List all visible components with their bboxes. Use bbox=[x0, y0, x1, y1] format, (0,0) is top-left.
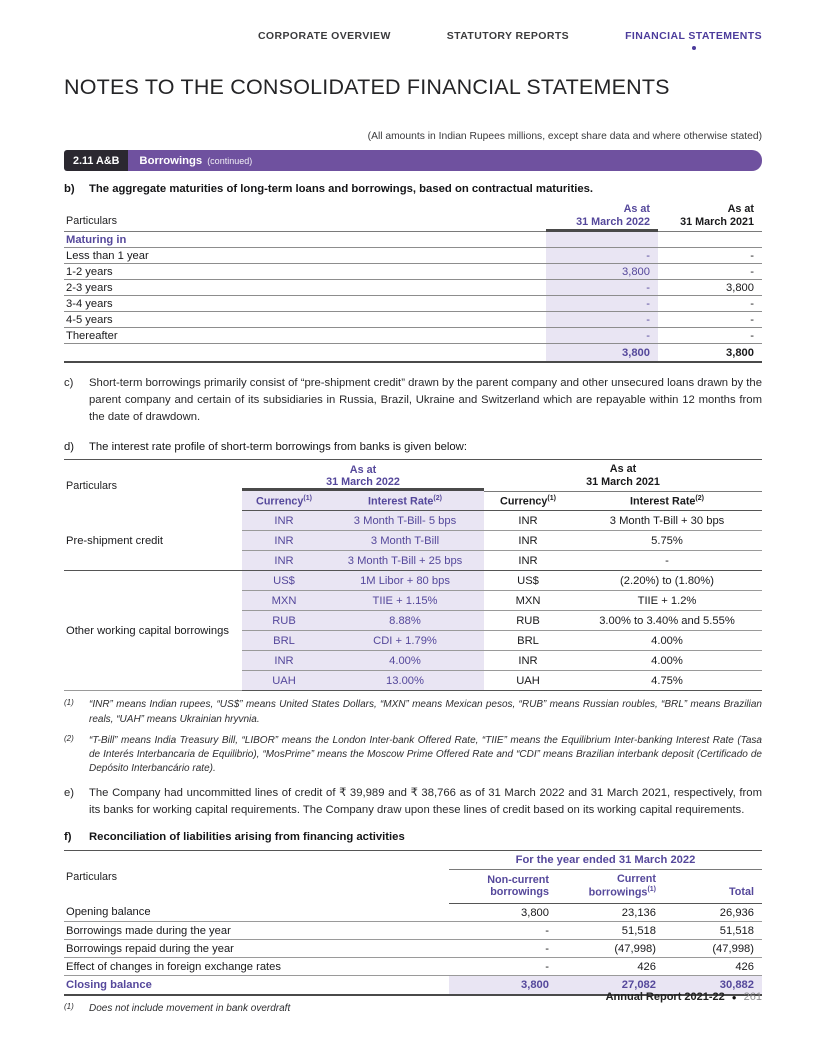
col-header-2021 bbox=[658, 201, 762, 232]
as-at-line: As at bbox=[349, 463, 377, 476]
nav-corporate-overview[interactable] bbox=[258, 30, 391, 50]
total-value: 30,882 bbox=[664, 976, 762, 996]
col-line: Non-current bbox=[487, 873, 549, 886]
section-title-bar bbox=[128, 150, 762, 171]
nav-label: FINANCIAL STATEMENTS bbox=[625, 30, 762, 42]
col-header-rate-2022 bbox=[326, 491, 484, 511]
col-line: borrowings bbox=[490, 886, 549, 899]
value-2022: - bbox=[546, 328, 658, 344]
currency-2021: BRL bbox=[484, 631, 572, 651]
item-marker: c) bbox=[64, 377, 74, 390]
currency-2021: INR bbox=[484, 511, 572, 531]
rate-2022: 4.00% bbox=[326, 651, 484, 671]
current-value: 23,136 bbox=[557, 904, 664, 922]
group-row bbox=[64, 232, 762, 248]
report-name: Annual Report 2021-22 bbox=[605, 991, 725, 1003]
footnote-2 bbox=[64, 734, 762, 777]
section-continued: (continued) bbox=[207, 155, 253, 166]
col-line bbox=[557, 886, 656, 899]
footnote-ref: (1) bbox=[303, 494, 312, 502]
table-row bbox=[64, 248, 762, 264]
rate-2022: 13.00% bbox=[326, 671, 484, 691]
table-row bbox=[64, 328, 762, 344]
noncurrent-value: - bbox=[449, 940, 557, 958]
top-nav bbox=[64, 0, 762, 50]
year-header-row bbox=[64, 460, 762, 491]
table-row bbox=[64, 280, 762, 296]
active-tab-dot-icon bbox=[692, 46, 696, 50]
nav-financial-statements[interactable] bbox=[625, 30, 762, 50]
item-marker: b) bbox=[64, 183, 75, 195]
col-header-currency-2022 bbox=[242, 491, 326, 511]
rate-2022: 8.88% bbox=[326, 611, 484, 631]
footnote-marker: (2) bbox=[64, 733, 74, 743]
value-2021: - bbox=[658, 296, 762, 312]
item-e-paragraph bbox=[64, 785, 762, 819]
currency-2022: INR bbox=[242, 551, 326, 571]
paragraph-text: The Company had uncommitted lines of credit of ₹ 39,989 and ₹ 38,766 as of 31 March 2022 and 31 March 2021, respectively, from its banks for working capital requirements. The Company draw upon these lines of credit based on its working capital requirements. bbox=[89, 787, 762, 817]
current-value: 27,082 bbox=[557, 976, 664, 996]
footnote-text: “T-Bill” means India Treasury Bill, “LIBOR” means the London Inter-bank Offered Rate, “TIIE” means the Equilibrium Inter-banking Interest Rate (Tasa de Interés Interbancaria de Equilibrio), “MosPrime” means the Moscow Prime Offered Rate and “CDI” means Brazilian interbank deposit (Certificado de Depósito Interbancário rate). bbox=[89, 734, 762, 775]
page-footer bbox=[606, 991, 762, 1003]
currency-2022: BRL bbox=[242, 631, 326, 651]
total-value: (47,998) bbox=[664, 940, 762, 958]
noncurrent-value: - bbox=[449, 958, 557, 976]
col-label: Currency bbox=[256, 495, 304, 508]
row-label: Borrowings repaid during the year bbox=[64, 940, 449, 958]
date-line: 31 March 2022 bbox=[576, 215, 650, 228]
item-f-heading bbox=[64, 831, 762, 843]
col-label: Interest Rate bbox=[368, 495, 434, 508]
noncurrent-value: 3,800 bbox=[449, 904, 557, 922]
currency-2022: RUB bbox=[242, 611, 326, 631]
group-label: Maturing in bbox=[64, 232, 546, 248]
table-row bbox=[64, 511, 762, 531]
current-value: 51,518 bbox=[557, 922, 664, 940]
noncurrent-value: 3,800 bbox=[449, 976, 557, 996]
footnote-ref: (2) bbox=[433, 494, 442, 502]
footnote-text: “INR” means Indian rupees, “US$” means United States Dollars, “MXN” means Mexican pesos, “RUB” means Russian roubles, “BRL” means Brazilian reals, “UAH” means Ukrainian hryvnia. bbox=[89, 699, 762, 725]
noncurrent-value: - bbox=[449, 922, 557, 940]
currency-2022: US$ bbox=[242, 571, 326, 591]
item-heading-text: Reconciliation of liabilities arising from financing activities bbox=[89, 831, 405, 844]
footnote-ref: (2) bbox=[695, 494, 704, 502]
date-line: 31 March 2021 bbox=[586, 476, 660, 489]
total-value: 426 bbox=[664, 958, 762, 976]
rate-2022: 3 Month T-Bill bbox=[326, 531, 484, 551]
rate-2021: 4.00% bbox=[572, 631, 762, 651]
current-value: 426 bbox=[557, 958, 664, 976]
total-row bbox=[64, 344, 762, 363]
footnote-marker: (1) bbox=[64, 1002, 74, 1012]
value-2021: - bbox=[658, 312, 762, 328]
item-marker: d) bbox=[64, 441, 75, 454]
row-label: Effect of changes in foreign exchange rates bbox=[64, 958, 449, 976]
rate-2022: 3 Month T-Bill- 5 bps bbox=[326, 511, 484, 531]
rate-2022: 1M Libor + 80 bps bbox=[326, 571, 484, 591]
col-header-2021 bbox=[484, 460, 762, 491]
table-row bbox=[64, 312, 762, 328]
amounts-note: (All amounts in Indian Rupees millions, except share data and where otherwise stated) bbox=[367, 131, 762, 142]
col-header-total bbox=[664, 870, 762, 904]
row-label: Thereafter bbox=[64, 328, 546, 344]
col-line: Total bbox=[729, 886, 754, 899]
col-header-noncurrent bbox=[449, 870, 557, 904]
row-label: Opening balance bbox=[64, 904, 449, 922]
footnote-ref: (1) bbox=[547, 494, 556, 502]
rate-2021: 3.00% to 3.40% and 5.55% bbox=[572, 611, 762, 631]
total-label bbox=[64, 344, 546, 363]
reconciliation-table bbox=[64, 850, 762, 996]
group-label: Pre-shipment credit bbox=[64, 511, 242, 571]
as-at-line: As at bbox=[609, 463, 637, 476]
currency-2021: INR bbox=[484, 651, 572, 671]
col-header-2022 bbox=[242, 460, 484, 491]
rate-2021: TIIE + 1.2% bbox=[572, 591, 762, 611]
value-2022: - bbox=[546, 312, 658, 328]
paragraph-text: Short-term borrowings primarily consist of “pre-shipment credit” drawn by the parent company and other unsecured loans drawn by the parent company and certain of its subsidiaries in Russia, Brazil, Ukraine and Switzerland which are repayable within 12 months from the date of drawdown. bbox=[89, 377, 762, 424]
value-2022: - bbox=[546, 248, 658, 264]
row-label: Less than 1 year bbox=[64, 248, 546, 264]
col-header-particulars: Particulars bbox=[66, 215, 118, 228]
section-title: Borrowings bbox=[139, 154, 203, 167]
col-label: Interest Rate bbox=[630, 495, 696, 508]
row-label: 1-2 years bbox=[64, 264, 546, 280]
page-number: 261 bbox=[743, 991, 762, 1003]
row-label: 4-5 years bbox=[64, 312, 546, 328]
currency-2021: INR bbox=[484, 551, 572, 571]
item-heading-text: The interest rate profile of short-term borrowings from banks is given below: bbox=[89, 441, 467, 454]
total-value: 26,936 bbox=[664, 904, 762, 922]
table-row bbox=[64, 904, 762, 922]
item-c-paragraph bbox=[64, 375, 762, 426]
currency-2021: US$ bbox=[484, 571, 572, 591]
rate-2021: 4.75% bbox=[651, 674, 683, 687]
value-2022: - bbox=[546, 280, 658, 296]
currency-2022: INR bbox=[242, 531, 326, 551]
table-row bbox=[64, 571, 762, 591]
item-marker: e) bbox=[64, 787, 75, 800]
col-label: Currency bbox=[500, 495, 548, 508]
nav-label: CORPORATE OVERVIEW bbox=[257, 30, 391, 42]
row-label: 3-4 years bbox=[64, 296, 546, 312]
section-bar bbox=[64, 150, 762, 171]
nav-label: STATUTORY REPORTS bbox=[446, 30, 570, 42]
maturities-table bbox=[64, 201, 762, 363]
table-row bbox=[64, 922, 762, 940]
footer-dot-icon: ● bbox=[731, 992, 737, 1002]
currency-2022: UAH bbox=[242, 671, 326, 691]
total-2022: 3,800 bbox=[546, 344, 658, 363]
item-marker: f) bbox=[64, 831, 72, 844]
table-row bbox=[64, 940, 762, 958]
col-line: Current bbox=[617, 873, 656, 886]
value-2022: - bbox=[546, 296, 658, 312]
col-header-current bbox=[557, 870, 664, 904]
rate-2021: 5.75% bbox=[572, 531, 762, 551]
currency-2021: UAH bbox=[516, 674, 540, 687]
page-title: NOTES TO THE CONSOLIDATED FINANCIAL STATEMENTS bbox=[64, 75, 670, 99]
currency-2021: MXN bbox=[484, 591, 572, 611]
rate-2021: 4.00% bbox=[572, 651, 762, 671]
value-2021: 3,800 bbox=[658, 280, 762, 296]
col-header-particulars: Particulars bbox=[66, 479, 118, 492]
footnote-marker: (1) bbox=[64, 698, 74, 708]
currency-2021: INR bbox=[484, 531, 572, 551]
maturities-header-row bbox=[64, 201, 762, 232]
group-label: Other working capital borrowings bbox=[64, 571, 242, 691]
year-span-header: For the year ended 31 March 2022 bbox=[449, 851, 762, 870]
value-2021 bbox=[658, 232, 762, 248]
col-label: borrowings bbox=[588, 886, 648, 899]
section-code-badge: 2.11 A&B bbox=[64, 150, 128, 171]
table-f-footnote bbox=[64, 1002, 762, 1016]
value-2021: - bbox=[658, 328, 762, 344]
item-d-heading bbox=[64, 441, 762, 453]
currency-2022: INR bbox=[242, 651, 326, 671]
row-label: 2-3 years bbox=[64, 280, 546, 296]
row-label: Borrowings made during the year bbox=[64, 922, 449, 940]
table-row bbox=[64, 264, 762, 280]
value-2022 bbox=[546, 232, 658, 248]
as-at-line: As at bbox=[623, 203, 650, 215]
currency-2022: MXN bbox=[242, 591, 326, 611]
value-2021: - bbox=[658, 264, 762, 280]
table-row bbox=[64, 958, 762, 976]
col-header-particulars: Particulars bbox=[66, 871, 118, 884]
footnote-1 bbox=[64, 698, 762, 726]
rate-2021: (2.20%) to (1.80%) bbox=[572, 571, 762, 591]
col-header-2022 bbox=[546, 201, 658, 232]
table-row bbox=[64, 296, 762, 312]
currency-2022: INR bbox=[242, 511, 326, 531]
date-line: 31 March 2021 bbox=[680, 215, 754, 228]
rate-2022: 3 Month T-Bill + 25 bps bbox=[326, 551, 484, 571]
footnote-text: Does not include movement in bank overdraft bbox=[89, 1003, 291, 1015]
span-header-row bbox=[64, 851, 762, 870]
total-2021: 3,800 bbox=[658, 344, 762, 363]
col-header-rate-2021 bbox=[572, 491, 762, 511]
footnote-ref: (1) bbox=[647, 885, 656, 893]
rate-2021: 3 Month T-Bill + 30 bps bbox=[572, 511, 762, 531]
interest-rate-table bbox=[64, 459, 762, 691]
item-heading-text: The aggregate maturities of long-term loans and borrowings, based on contractual maturities. bbox=[89, 183, 594, 195]
row-label: Closing balance bbox=[64, 976, 449, 996]
current-value: (47,998) bbox=[557, 940, 664, 958]
currency-2021: RUB bbox=[484, 611, 572, 631]
rate-2021: - bbox=[572, 551, 762, 571]
nav-statutory-reports[interactable] bbox=[447, 30, 569, 50]
rate-2022: CDI + 1.79% bbox=[326, 631, 484, 651]
date-line: 31 March 2022 bbox=[326, 476, 400, 489]
value-2021: - bbox=[658, 248, 762, 264]
as-at-line: As at bbox=[727, 203, 754, 215]
item-b-heading bbox=[64, 183, 762, 195]
col-header-currency-2021 bbox=[484, 491, 572, 511]
rate-2022: TIIE + 1.15% bbox=[326, 591, 484, 611]
total-value: 51,518 bbox=[664, 922, 762, 940]
value-2022: 3,800 bbox=[546, 264, 658, 280]
